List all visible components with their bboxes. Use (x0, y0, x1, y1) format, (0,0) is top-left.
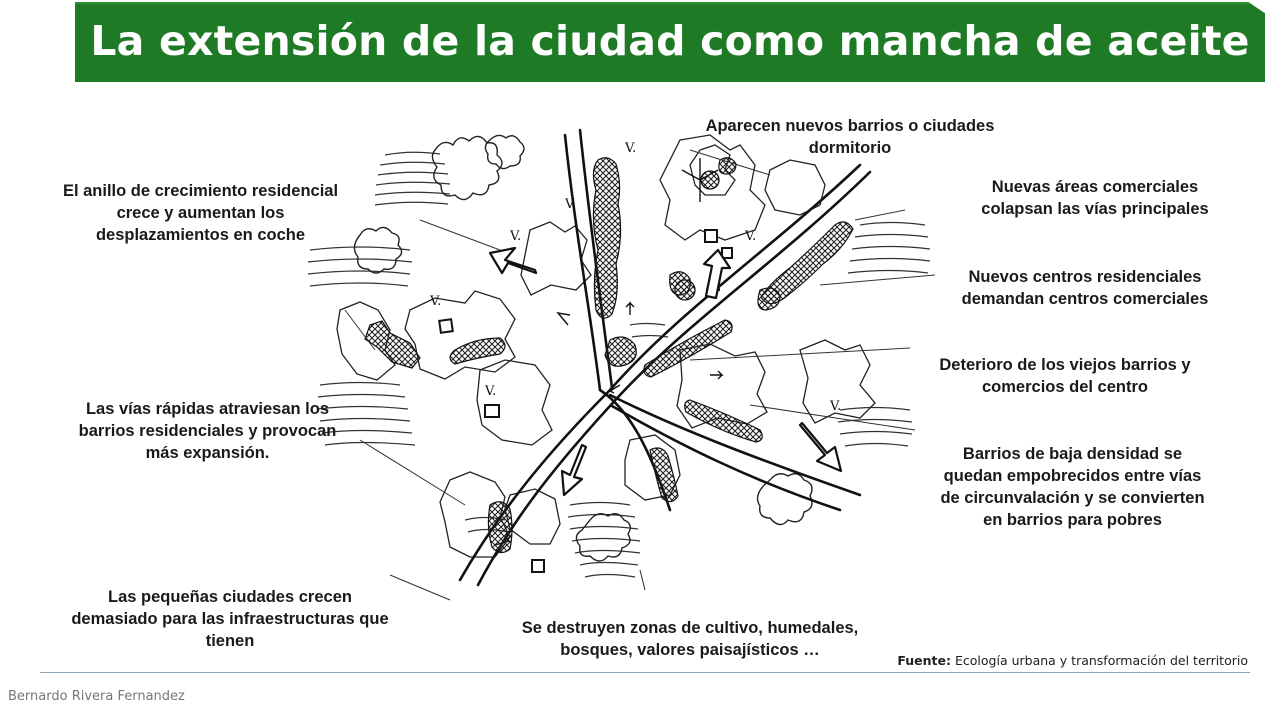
label-old-neighbourhoods: Deterioro de los viejos barrios y comercios del centro (939, 356, 1191, 396)
source-label: Fuente: (897, 653, 952, 668)
source-text: Ecología urbana y transformación del territorio (955, 653, 1248, 668)
label-commercial-areas: Nuevas áreas comerciales colapsan las vías principales (981, 178, 1209, 218)
svg-text:V.: V. (745, 229, 757, 244)
label-new-dormitory-neighbourhoods: Aparecen nuevos barrios o ciudades dormitorio (705, 117, 995, 157)
page-title: La extensión de la ciudad como mancha de aceite (90, 17, 1250, 65)
svg-text:V.: V. (510, 229, 522, 244)
label-low-density: Barrios de baja densidad se quedan empobrecidos entre vías de circunvalación y se convierten en barrios para pobres (940, 445, 1205, 529)
label-fast-roads: Las vías rápidas atraviesan los barrios residenciales y provocan más expansión. (78, 400, 337, 462)
forest-blobs (354, 135, 812, 561)
svg-text:V.: V. (430, 294, 442, 309)
label-destruction: Se destruyen zonas de cultivo, humedales, bosques, valores paisajísticos … (521, 619, 859, 659)
svg-text:V.: V. (485, 384, 497, 399)
svg-text:V.: V. (565, 197, 577, 212)
label-residential-centers: Nuevos centros residenciales demandan centros comerciales (961, 268, 1209, 308)
label-residential-ring: El anillo de crecimiento residencial crece y aumentan los desplazamientos en coche (62, 182, 339, 244)
source-citation (897, 653, 1248, 668)
svg-text:V.: V. (625, 141, 637, 156)
svg-text:V.: V. (830, 399, 842, 414)
label-small-cities: Las pequeñas ciudades crecen demasiado para las infraestructuras que tienen (71, 588, 389, 650)
footer-divider (40, 672, 1250, 673)
city-sprawl-diagram (300, 110, 940, 610)
author-name: Bernardo Rivera Fernandez (8, 689, 185, 704)
